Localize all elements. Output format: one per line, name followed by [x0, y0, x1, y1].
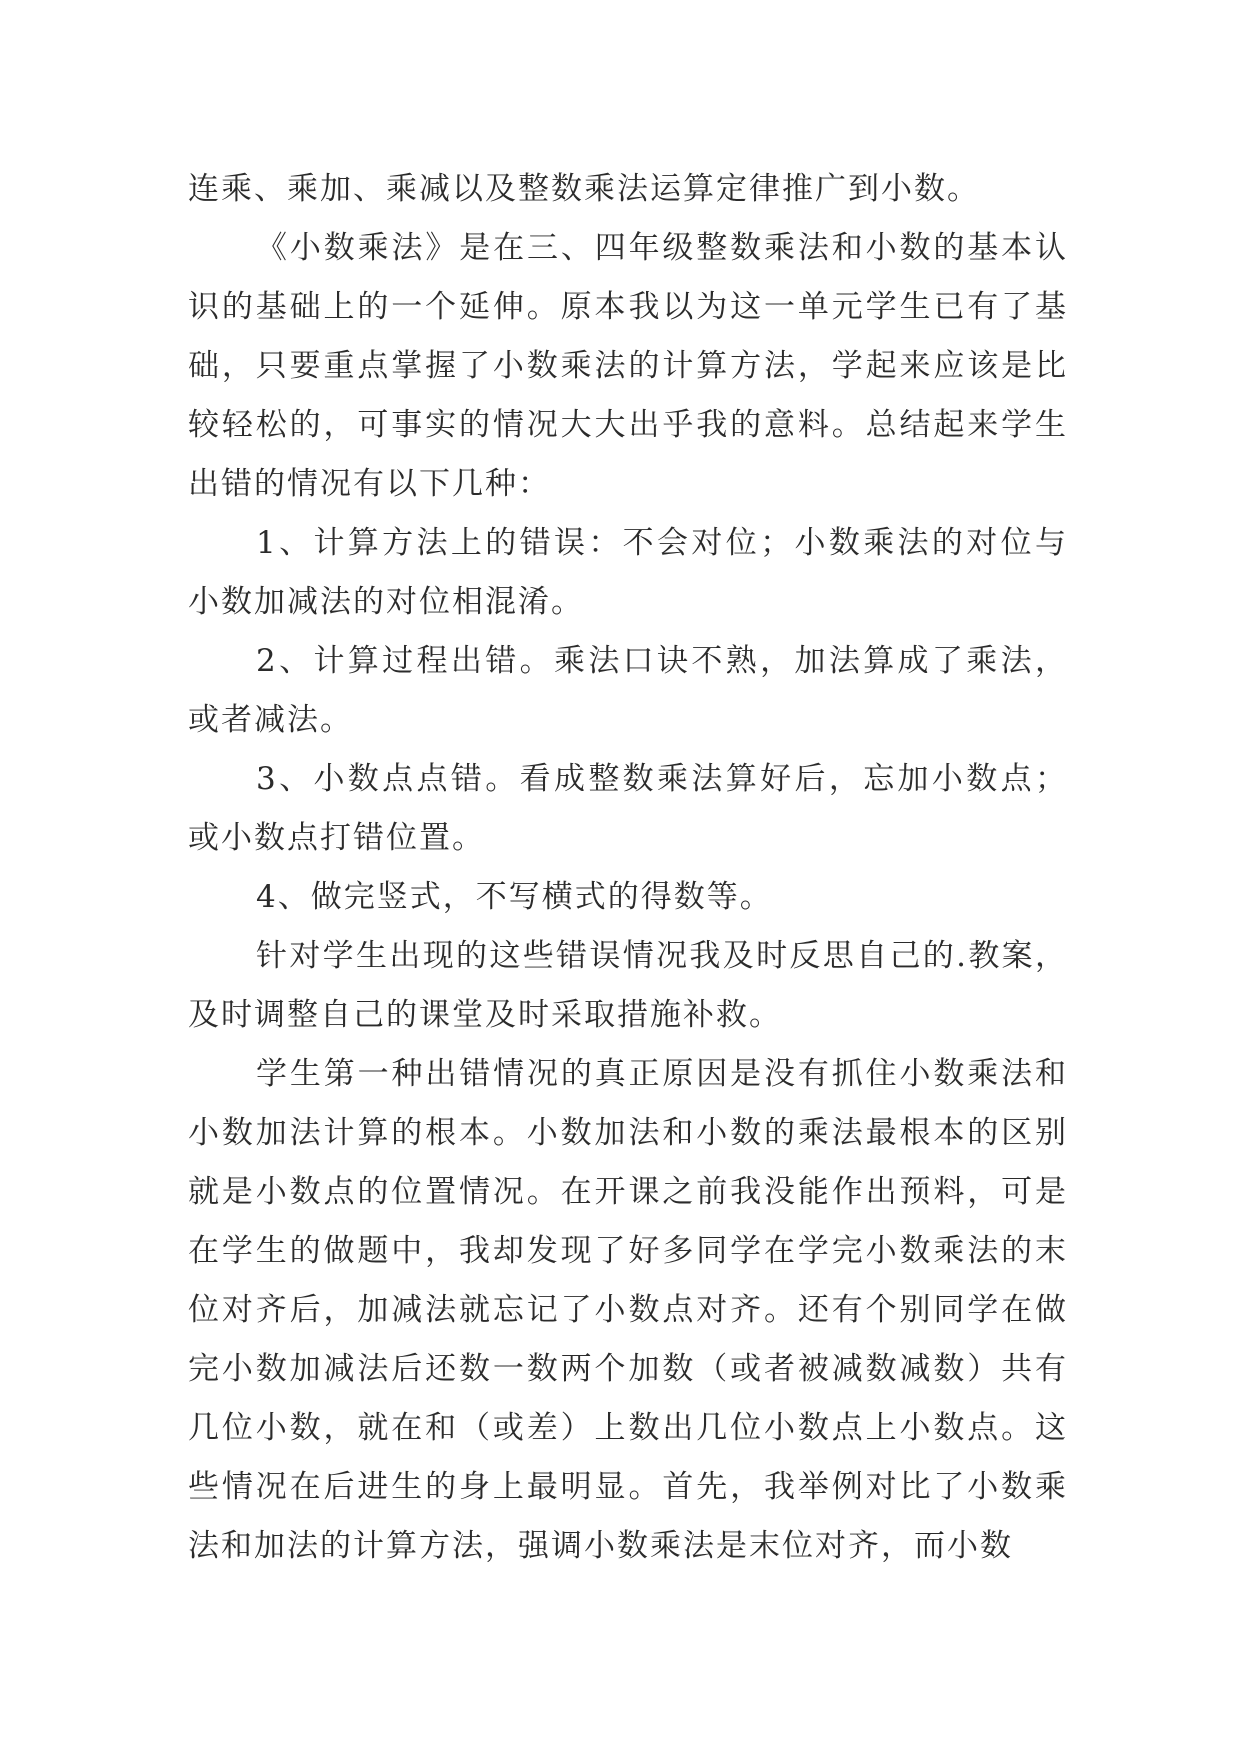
- paragraph-intro: 《小数乘法》是在三、四年级整数乘法和小数的基本认识的基础上的一个延伸。原本我以为这一单元学生已有了基础，只要重点掌握了小数乘法的计算方法，学起来应该是比较轻松的，可事实的情况大大出乎我的意料。总结起来学生出错的情况有以下几种：: [188, 230, 1068, 502]
- document-body: [188, 160, 1068, 1576]
- paragraph-error-2: 2、计算过程出错。乘法口诀不熟，加法算成了乘法，或者减法。: [188, 643, 1068, 738]
- paragraph-reflection: 针对学生出现的这些错误情况我及时反思自己的.教案，及时调整自己的课堂及时采取措施补救。: [188, 938, 1068, 1033]
- paragraph-error-1: 1、计算方法上的错误：不会对位；小数乘法的对位与小数加减法的对位相混淆。: [188, 525, 1068, 620]
- paragraph-error-3: 3、小数点点错。看成整数乘法算好后，忘加小数点；或小数点打错位置。: [188, 761, 1068, 856]
- paragraph-error-4: 4、做完竖式，不写横式的得数等。: [256, 879, 773, 915]
- paragraph-analysis: 学生第一种出错情况的真正原因是没有抓住小数乘法和小数加法计算的根本。小数加法和小数的乘法最根本的区别就是小数点的位置情况。在开课之前我没能作出预料，可是在学生的做题中，我却发现了好多同学在学完小数乘法的末位对齐后，加减法就忘记了小数点对齐。还有个别同学在做完小数加减法后还数一数两个加数（或者被减数减数）共有几位小数，就在和（或差）上数出几位小数点上小数点。这些情况在后进生的身上最明显。首先，我举例对比了小数乘法和加法的计算方法，强调小数乘法是末位对齐，而小数: [188, 1056, 1068, 1564]
- paragraph-continuation: 连乘、乘加、乘减以及整数乘法运算定律推广到小数。: [188, 171, 980, 207]
